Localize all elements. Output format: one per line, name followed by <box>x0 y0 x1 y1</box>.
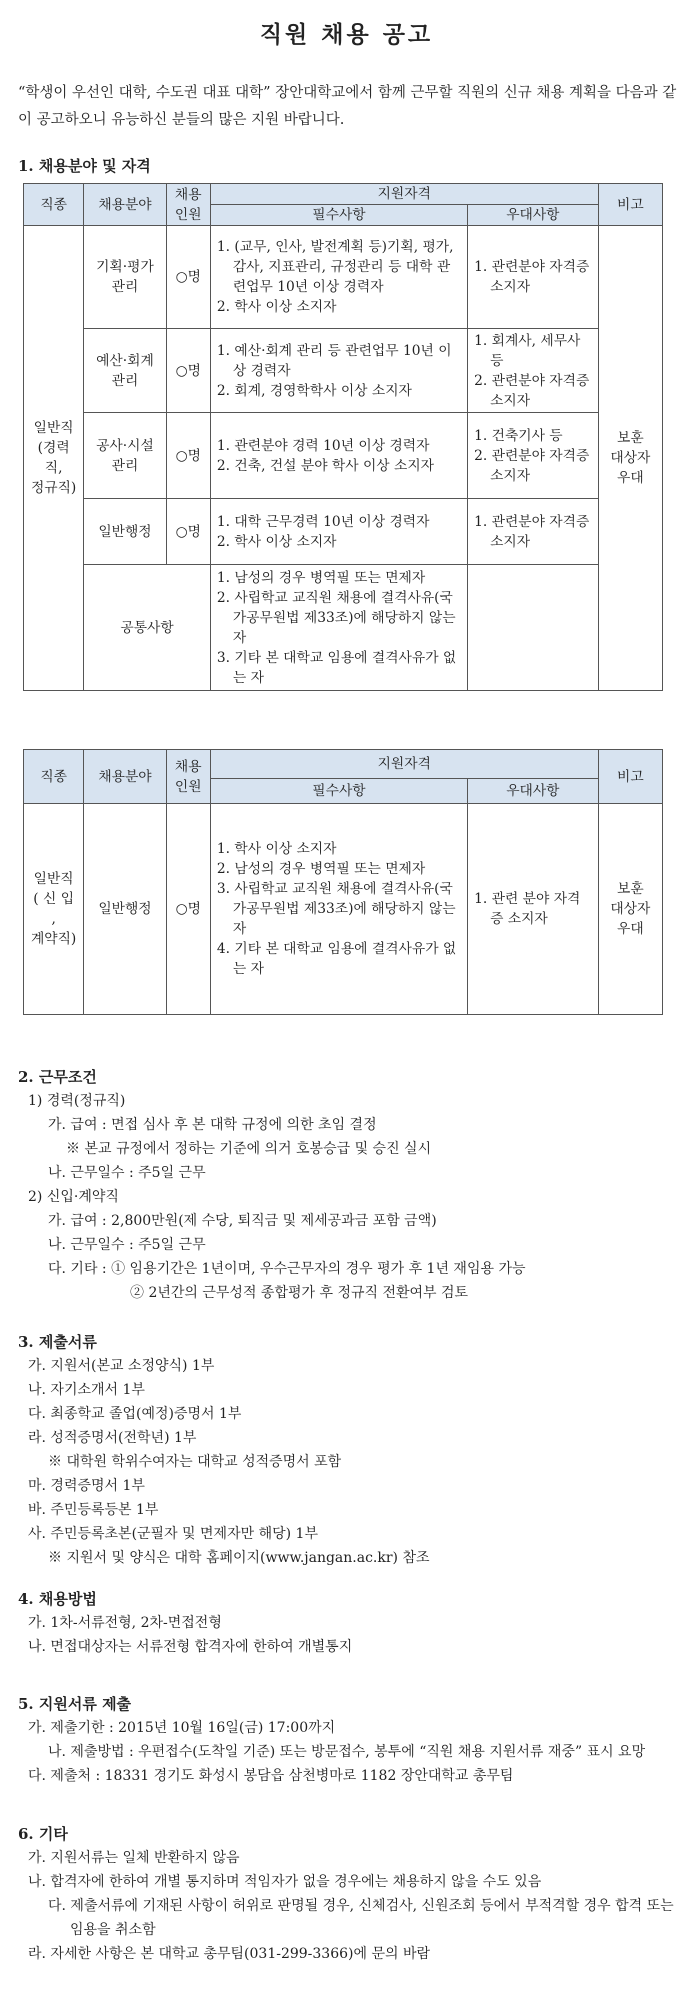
note-cell: 보훈 대상자 우대 <box>598 804 662 1015</box>
intro-paragraph: “학생이 우선인 대학, 수도권 대표 대학” 장안대학교에서 함께 근무할 직원의 신규 채용 계획을 다음과 같이 공고하오니 유능하신 분들의 많은 지원 바랍니다. <box>18 85 677 128</box>
section-heading-other: 6. 기타 <box>18 1825 68 1843</box>
required-item: 2. 회계, 경영학학사 이상 소지자 <box>216 382 412 399</box>
section-heading-positions: 1. 채용분야 및 자격 <box>18 157 151 175</box>
preferred-item: 2. 관련분야 자격증 소지자 <box>474 447 590 484</box>
section-submission <box>18 1692 678 1788</box>
required-item: 2. 학사 이상 소지자 <box>216 299 337 315</box>
field-cell: 일반행정 <box>84 499 166 565</box>
job-type-cell: 일반직 ( 신 입 , 계약직) <box>24 804 84 1015</box>
document-note: ※ 지원서 및 양식은 대학 홈페이지(www.jangan.ac.kr) 참조 <box>48 1550 430 1566</box>
field-cell: 기획·평가 관리 <box>84 226 166 329</box>
required-item: 1. 대학 근무경력 10년 이상 경력자 <box>216 513 430 530</box>
condition-line: 나. 근무일수 : 주5일 근무 <box>48 1165 206 1181</box>
section-other <box>18 1822 678 1966</box>
document-item: 가. 지원서(본교 소정양식) 1부 <box>28 1358 215 1374</box>
required-item: 4. 기타 본 대학교 임용에 결격사유가 없는 자 <box>216 941 457 977</box>
common-item: 3. 기타 본 대학교 임용에 결격사유가 없는 자 <box>216 649 457 686</box>
required-cell <box>210 499 467 565</box>
section-heading-method: 4. 채용방법 <box>18 1590 97 1608</box>
required-item: 1. (교무, 인사, 발전계획 등)기획, 평가, 감사, 지표관리, 규정관리 등 대학 관련업무 10년 이상 경력자 <box>216 239 454 295</box>
preferred-cell <box>468 499 599 565</box>
required-cell <box>210 329 467 413</box>
preferred-item: 2. 관련분야 자격증 소지자 <box>474 372 590 409</box>
job-type-cell: 일반직 (경력직, 정규직) <box>24 226 84 691</box>
section-heading-documents: 3. 제출서류 <box>18 1333 97 1351</box>
section-work-conditions <box>18 1065 678 1305</box>
preferred-item: 1. 회계사, 세무사 등 <box>474 332 581 369</box>
header-count: 채용 인원 <box>166 184 210 226</box>
count-cell: ○명 <box>166 329 210 413</box>
required-item: 1. 학사 이상 소지자 <box>216 841 337 857</box>
header-required: 필수사항 <box>210 205 467 226</box>
header-type: 직종 <box>24 750 84 804</box>
condition-line: 나. 근무일수 : 주5일 근무 <box>48 1237 206 1253</box>
header-field: 채용분야 <box>84 184 166 226</box>
document-item: 사. 주민등록초본(군필자 및 면제자만 해당) 1부 <box>28 1526 318 1542</box>
count-cell: ○명 <box>166 499 210 565</box>
condition-line: 가. 급여 : 면접 심사 후 본 대학 규정에 의한 초임 결정 <box>48 1117 377 1133</box>
document-note: ※ 대학원 학위수여자는 대학교 성적증명서 포함 <box>48 1454 342 1470</box>
other-item: 다. 제출서류에 기재된 사항이 허위로 판명될 경우, 신체검사, 신원조회 등에서 부적격할 경우 합격 또는 임용을 취소함 <box>48 1898 674 1938</box>
preferred-cell <box>468 329 599 413</box>
section-method <box>18 1587 678 1659</box>
header-qualification: 지원자격 <box>210 750 598 779</box>
document-item: 다. 최종학교 졸업(예정)증명서 1부 <box>28 1406 242 1422</box>
header-preferred: 우대사항 <box>468 205 599 226</box>
preferred-item: 1. 관련분야 자격증 소지자 <box>474 259 590 295</box>
condition-line: ※ 본교 규정에서 정하는 기준에 의거 호봉승급 및 승진 실시 <box>66 1141 432 1157</box>
condition-line: ② 2년간의 근무성적 종합평가 후 정규직 전환여부 검토 <box>130 1285 469 1301</box>
field-cell: 공사·시설 관리 <box>84 413 166 499</box>
header-required: 필수사항 <box>210 779 467 804</box>
field-cell: 예산·회계 관리 <box>84 329 166 413</box>
page-title: 직원 채용 공고 <box>259 21 434 48</box>
count-cell: ○명 <box>166 226 210 329</box>
required-item: 1. 예산·회계 관리 등 관련업무 10년 이상 경력자 <box>216 342 452 379</box>
other-item: 나. 합격자에 한하여 개별 통지하며 적임자가 없을 경우에는 채용하지 않을 수도 있음 <box>28 1874 542 1890</box>
common-items-cell <box>210 565 467 691</box>
common-label-cell: 공통사항 <box>84 565 211 691</box>
header-qualification: 지원자격 <box>210 184 598 205</box>
header-note: 비고 <box>598 750 662 804</box>
condition-line: 1) 경력(정규직) <box>28 1093 126 1109</box>
section-heading-conditions: 2. 근무조건 <box>18 1068 97 1086</box>
count-cell: ○명 <box>166 413 210 499</box>
section-documents <box>18 1330 678 1570</box>
required-item: 2. 남성의 경우 병역필 또는 면제자 <box>216 861 426 877</box>
document-item: 라. 성적증명서(전학년) 1부 <box>28 1430 197 1446</box>
header-note: 비고 <box>598 184 662 226</box>
preferred-cell <box>468 804 599 1015</box>
required-cell <box>210 226 467 329</box>
preferred-item: 1. 관련 분야 자격증 소지자 <box>474 891 581 927</box>
document-item: 마. 경력증명서 1부 <box>28 1478 145 1494</box>
required-cell <box>210 804 467 1015</box>
submission-item: 다. 제출처 : 18331 경기도 화성시 봉담읍 삼천병마로 1182 장안대학교 총무팀 <box>28 1768 514 1784</box>
field-cell: 일반행정 <box>84 804 166 1015</box>
note-cell: 보훈 대상자 우대 <box>598 226 662 691</box>
submission-item: 나. 제출방법 : 우편접수(도착일 기준) 또는 방문접수, 봉투에 “직원 채용 지원서류 재중” 표시 요망 <box>48 1744 646 1760</box>
required-item: 1. 관련분야 경력 10년 이상 경력자 <box>216 437 430 454</box>
header-count: 채용 인원 <box>166 750 210 804</box>
document-item: 나. 자기소개서 1부 <box>28 1382 145 1398</box>
method-item: 나. 면접대상자는 서류전형 합격자에 한하여 개별통지 <box>28 1639 353 1655</box>
required-item: 3. 사립학교 교직원 채용에 결격사유(국가공무원법 제33조)에 해당하지 않는 자 <box>216 881 456 937</box>
preferred-item: 1. 관련분야 자격증 소지자 <box>474 513 590 550</box>
condition-line: 2) 신입·계약직 <box>28 1189 119 1205</box>
section-heading-submission: 5. 지원서류 제출 <box>18 1695 132 1713</box>
condition-line: 다. 기타 : ① 임용기간은 1년이며, 우수근무자의 경우 평가 후 1년 재임용 가능 <box>48 1261 526 1277</box>
required-cell <box>210 413 467 499</box>
common-item: 2. 사립학교 교직원 채용에 결격사유(국가공무원법 제33조)에 해당하지 않는 자 <box>216 589 456 646</box>
common-item: 1. 남성의 경우 병역필 또는 면제자 <box>216 569 426 586</box>
other-item: 라. 자세한 사항은 본 대학교 총무팀(031-299-3366)에 문의 바람 <box>28 1946 431 1962</box>
header-field: 채용분야 <box>84 750 166 804</box>
new-hire-positions-table <box>23 749 663 1015</box>
required-item: 2. 건축, 건설 분야 학사 이상 소지자 <box>216 457 434 474</box>
preferred-cell <box>468 226 599 329</box>
document-item: 바. 주민등록등본 1부 <box>28 1502 159 1518</box>
header-type: 직종 <box>24 184 84 226</box>
empty-cell <box>468 565 599 691</box>
other-item: 가. 지원서류는 일체 반환하지 않음 <box>28 1850 240 1866</box>
preferred-item: 1. 건축기사 등 <box>474 427 563 444</box>
career-positions-table <box>23 183 663 691</box>
count-cell: ○명 <box>166 804 210 1015</box>
required-item: 2. 학사 이상 소지자 <box>216 533 337 550</box>
submission-item: 가. 제출기한 : 2015년 10월 16일(금) 17:00까지 <box>28 1720 336 1736</box>
method-item: 가. 1차-서류전형, 2차-면접전형 <box>28 1615 222 1631</box>
preferred-cell <box>468 413 599 499</box>
header-preferred: 우대사항 <box>468 779 599 804</box>
condition-line: 가. 급여 : 2,800만원(제 수당, 퇴직금 및 제세공과금 포함 금액) <box>48 1213 437 1229</box>
